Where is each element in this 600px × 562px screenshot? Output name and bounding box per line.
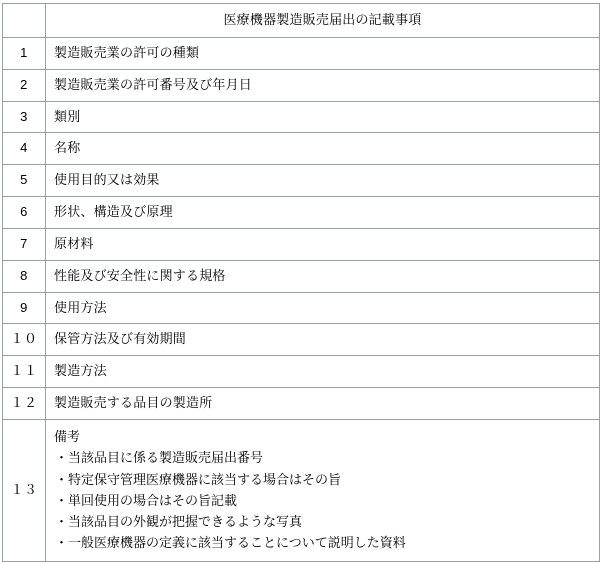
header-number-cell bbox=[3, 4, 46, 38]
row-item: 製造販売する品目の製造所 bbox=[46, 388, 600, 420]
table-title-cell: 医療機器製造販売届出の記載事項 bbox=[46, 4, 600, 38]
row-number: 4 bbox=[3, 133, 46, 165]
table-row bbox=[3, 101, 600, 133]
bullet-marker: ・ bbox=[55, 534, 69, 550]
bullet-marker: ・ bbox=[55, 513, 69, 529]
table-body bbox=[3, 4, 600, 562]
table-row bbox=[3, 292, 600, 324]
table-row bbox=[3, 197, 600, 229]
row-item: 性能及び安全性に関する規格 bbox=[46, 260, 600, 292]
table-row bbox=[3, 133, 600, 165]
list-item-label: 特定保守管理医療機器に該当する場合はその旨 bbox=[68, 471, 342, 487]
row-item: 製造販売業の許可番号及び年月日 bbox=[46, 69, 600, 101]
row-number: 8 bbox=[3, 260, 46, 292]
list-item bbox=[54, 490, 595, 511]
row-item: 製造販売業の許可の種類 bbox=[46, 37, 600, 69]
row-number: 1 bbox=[3, 37, 46, 69]
list-item-label: 単回使用の場合はその旨記載 bbox=[68, 492, 238, 508]
row-number: １１ bbox=[3, 356, 46, 388]
table-row bbox=[3, 69, 600, 101]
row-number: 9 bbox=[3, 292, 46, 324]
list-item-label: 当該品目に係る製造販売届出番号 bbox=[68, 450, 264, 466]
row-number: 5 bbox=[3, 165, 46, 197]
row-number: １２ bbox=[3, 388, 46, 420]
bullet-marker: ・ bbox=[55, 471, 69, 487]
row-item: 使用方法 bbox=[46, 292, 600, 324]
row-number: 3 bbox=[3, 101, 46, 133]
row-item: 保管方法及び有効期間 bbox=[46, 324, 600, 356]
list-item-label: 一般医療機器の定義に該当することについて説明した資料 bbox=[68, 534, 406, 550]
list-item bbox=[54, 447, 595, 468]
row-number: 6 bbox=[3, 197, 46, 229]
row-number: 2 bbox=[3, 69, 46, 101]
row-number: 7 bbox=[3, 228, 46, 260]
table-row bbox=[3, 356, 600, 388]
table-row bbox=[3, 388, 600, 420]
notes-list bbox=[54, 447, 595, 552]
notes-title: 備考 bbox=[54, 428, 81, 444]
notes-cell bbox=[46, 419, 600, 561]
row-item: 形状、構造及び原理 bbox=[46, 197, 600, 229]
table-row bbox=[3, 324, 600, 356]
table-row-notes bbox=[3, 419, 600, 561]
document-sheet bbox=[0, 3, 600, 558]
list-item-label: 当該品目の外観が把握できるような写真 bbox=[68, 513, 303, 529]
row-item: 製造方法 bbox=[46, 356, 600, 388]
row-item: 原材料 bbox=[46, 228, 600, 260]
row-item: 使用目的又は効果 bbox=[46, 165, 600, 197]
table-row bbox=[3, 165, 600, 197]
bullet-marker: ・ bbox=[55, 450, 69, 466]
table-row bbox=[3, 228, 600, 260]
requirements-table bbox=[2, 3, 600, 562]
row-number: １３ bbox=[3, 419, 46, 561]
list-item bbox=[54, 469, 595, 490]
row-number: １０ bbox=[3, 324, 46, 356]
list-item bbox=[54, 511, 595, 532]
table-row bbox=[3, 260, 600, 292]
row-item: 名称 bbox=[46, 133, 600, 165]
row-item: 類別 bbox=[46, 101, 600, 133]
table-header-row bbox=[3, 4, 600, 38]
bullet-marker: ・ bbox=[55, 492, 69, 508]
table-row bbox=[3, 37, 600, 69]
list-item bbox=[54, 532, 595, 553]
